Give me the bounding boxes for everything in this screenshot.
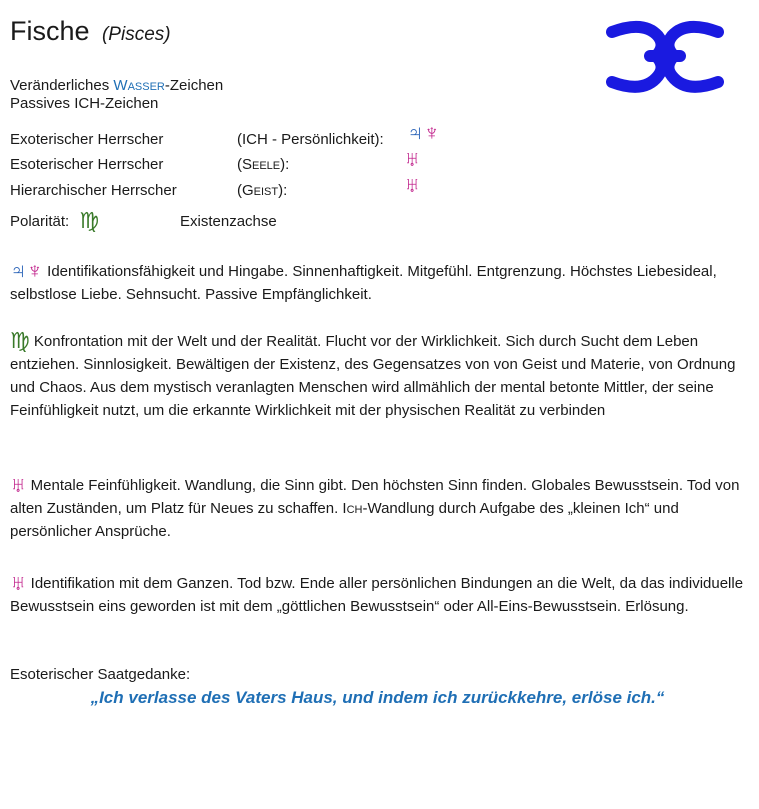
jupiter-icon: ♃ bbox=[407, 120, 424, 145]
ruler-label: Esoterischer Herrscher bbox=[10, 156, 164, 173]
ruler-row-hierarchical bbox=[10, 181, 288, 200]
virgo-icon: ♍ bbox=[10, 328, 30, 353]
uranus-icon: ♅ bbox=[404, 146, 421, 171]
ruler-role: (Seele): bbox=[237, 156, 290, 173]
element-word: Wasser bbox=[113, 77, 165, 94]
title-row bbox=[10, 16, 171, 47]
paragraph-virgo bbox=[10, 330, 745, 422]
paragraph-text: Identifikation mit dem Ganzen. Tod bzw. Ende aller persönlichen Bindungen an die Welt, da das individuelle Bewusstsein eins geworden ist mit dem „göttlichen Bewusstsein“ oder All-Eins-Bewusstsein. Erlösung. bbox=[10, 575, 744, 615]
uranus-icon: ♅ bbox=[10, 472, 27, 497]
paragraph-jupiter-neptune bbox=[10, 260, 745, 306]
virgo-icon: ♍ bbox=[79, 208, 100, 233]
ruler-glyphs-exoteric bbox=[407, 122, 440, 144]
polarity-axis: Existenzachse bbox=[180, 213, 277, 230]
paragraph-uranus-1: ♅ Mentale Feinfühligkeit. Wandlung, die Sinn gibt. Den höchsten Sinn finden. Globales Bewusstsein. Tod von alten Zuständen, um Platz für Neues zu schaffen. Ich-Wandlung durch Aufgabe des „kleinen Ich“ und persönlicher Ansprüche. bbox=[10, 472, 740, 540]
page-title: Fische bbox=[10, 16, 90, 46]
polarity-row bbox=[10, 208, 277, 233]
uranus-icon: ♅ bbox=[404, 172, 421, 197]
sign-line-2: Passives ICH-Zeichen bbox=[10, 95, 159, 112]
seed-quote: „Ich verlasse des Vaters Haus, und indem ich zurückkehre, erlöse ich.“ bbox=[90, 688, 665, 707]
neptune-icon: ♆ bbox=[26, 258, 43, 283]
ruler-label: Exoterischer Herrscher bbox=[10, 131, 164, 148]
jupiter-icon: ♃ bbox=[10, 258, 27, 283]
paragraph-text: Konfrontation mit der Welt und der Realität. Flucht vor der Wirklichkeit. Sich durch Sucht dem Leben entziehen. Sinnlosigkeit. Bewältigen der Existenz, des Gegensatzes von von Geist und Materie, von Ordnung und Chaos. Aus dem mystisch veranlagten Menschen wird allmählich der mental betonte Mittler, der seine Feinfühligkeit nutzt, um die erkannte Wirklichkeit mit der physischen Realität zu verbinden bbox=[10, 333, 736, 419]
page-subtitle: (Pisces) bbox=[101, 24, 171, 45]
ruler-row-exoteric bbox=[10, 130, 384, 149]
uranus-icon: ♅ bbox=[10, 570, 27, 595]
polarity-label: Polarität: bbox=[10, 213, 70, 230]
ruler-glyphs-esoteric bbox=[404, 148, 421, 170]
ruler-row-esoteric bbox=[10, 155, 290, 174]
ruler-role: (ICH - Persönlichkeit): bbox=[237, 131, 384, 148]
seed-label: Esoterischer Saatgedanke: bbox=[10, 666, 191, 683]
paragraph-uranus-2 bbox=[10, 572, 745, 618]
ruler-glyphs-hierarchical bbox=[404, 174, 421, 196]
paragraph-text: Identifikationsfähigkeit und Hingabe. Sinnenhaftigkeit. Mitgefühl. Entgrenzung. Höchstes Liebesideal, selbstlose Liebe. Sehnsucht. Passive Empfänglichkeit. bbox=[10, 263, 717, 303]
ruler-label: Hierarchischer Herrscher bbox=[10, 182, 177, 199]
neptune-icon: ♆ bbox=[423, 120, 440, 145]
sign-line-1: Veränderliches Wasser-Zeichen bbox=[10, 77, 224, 94]
ruler-role: (Geist): bbox=[237, 182, 288, 199]
pisces-icon bbox=[600, 18, 730, 96]
